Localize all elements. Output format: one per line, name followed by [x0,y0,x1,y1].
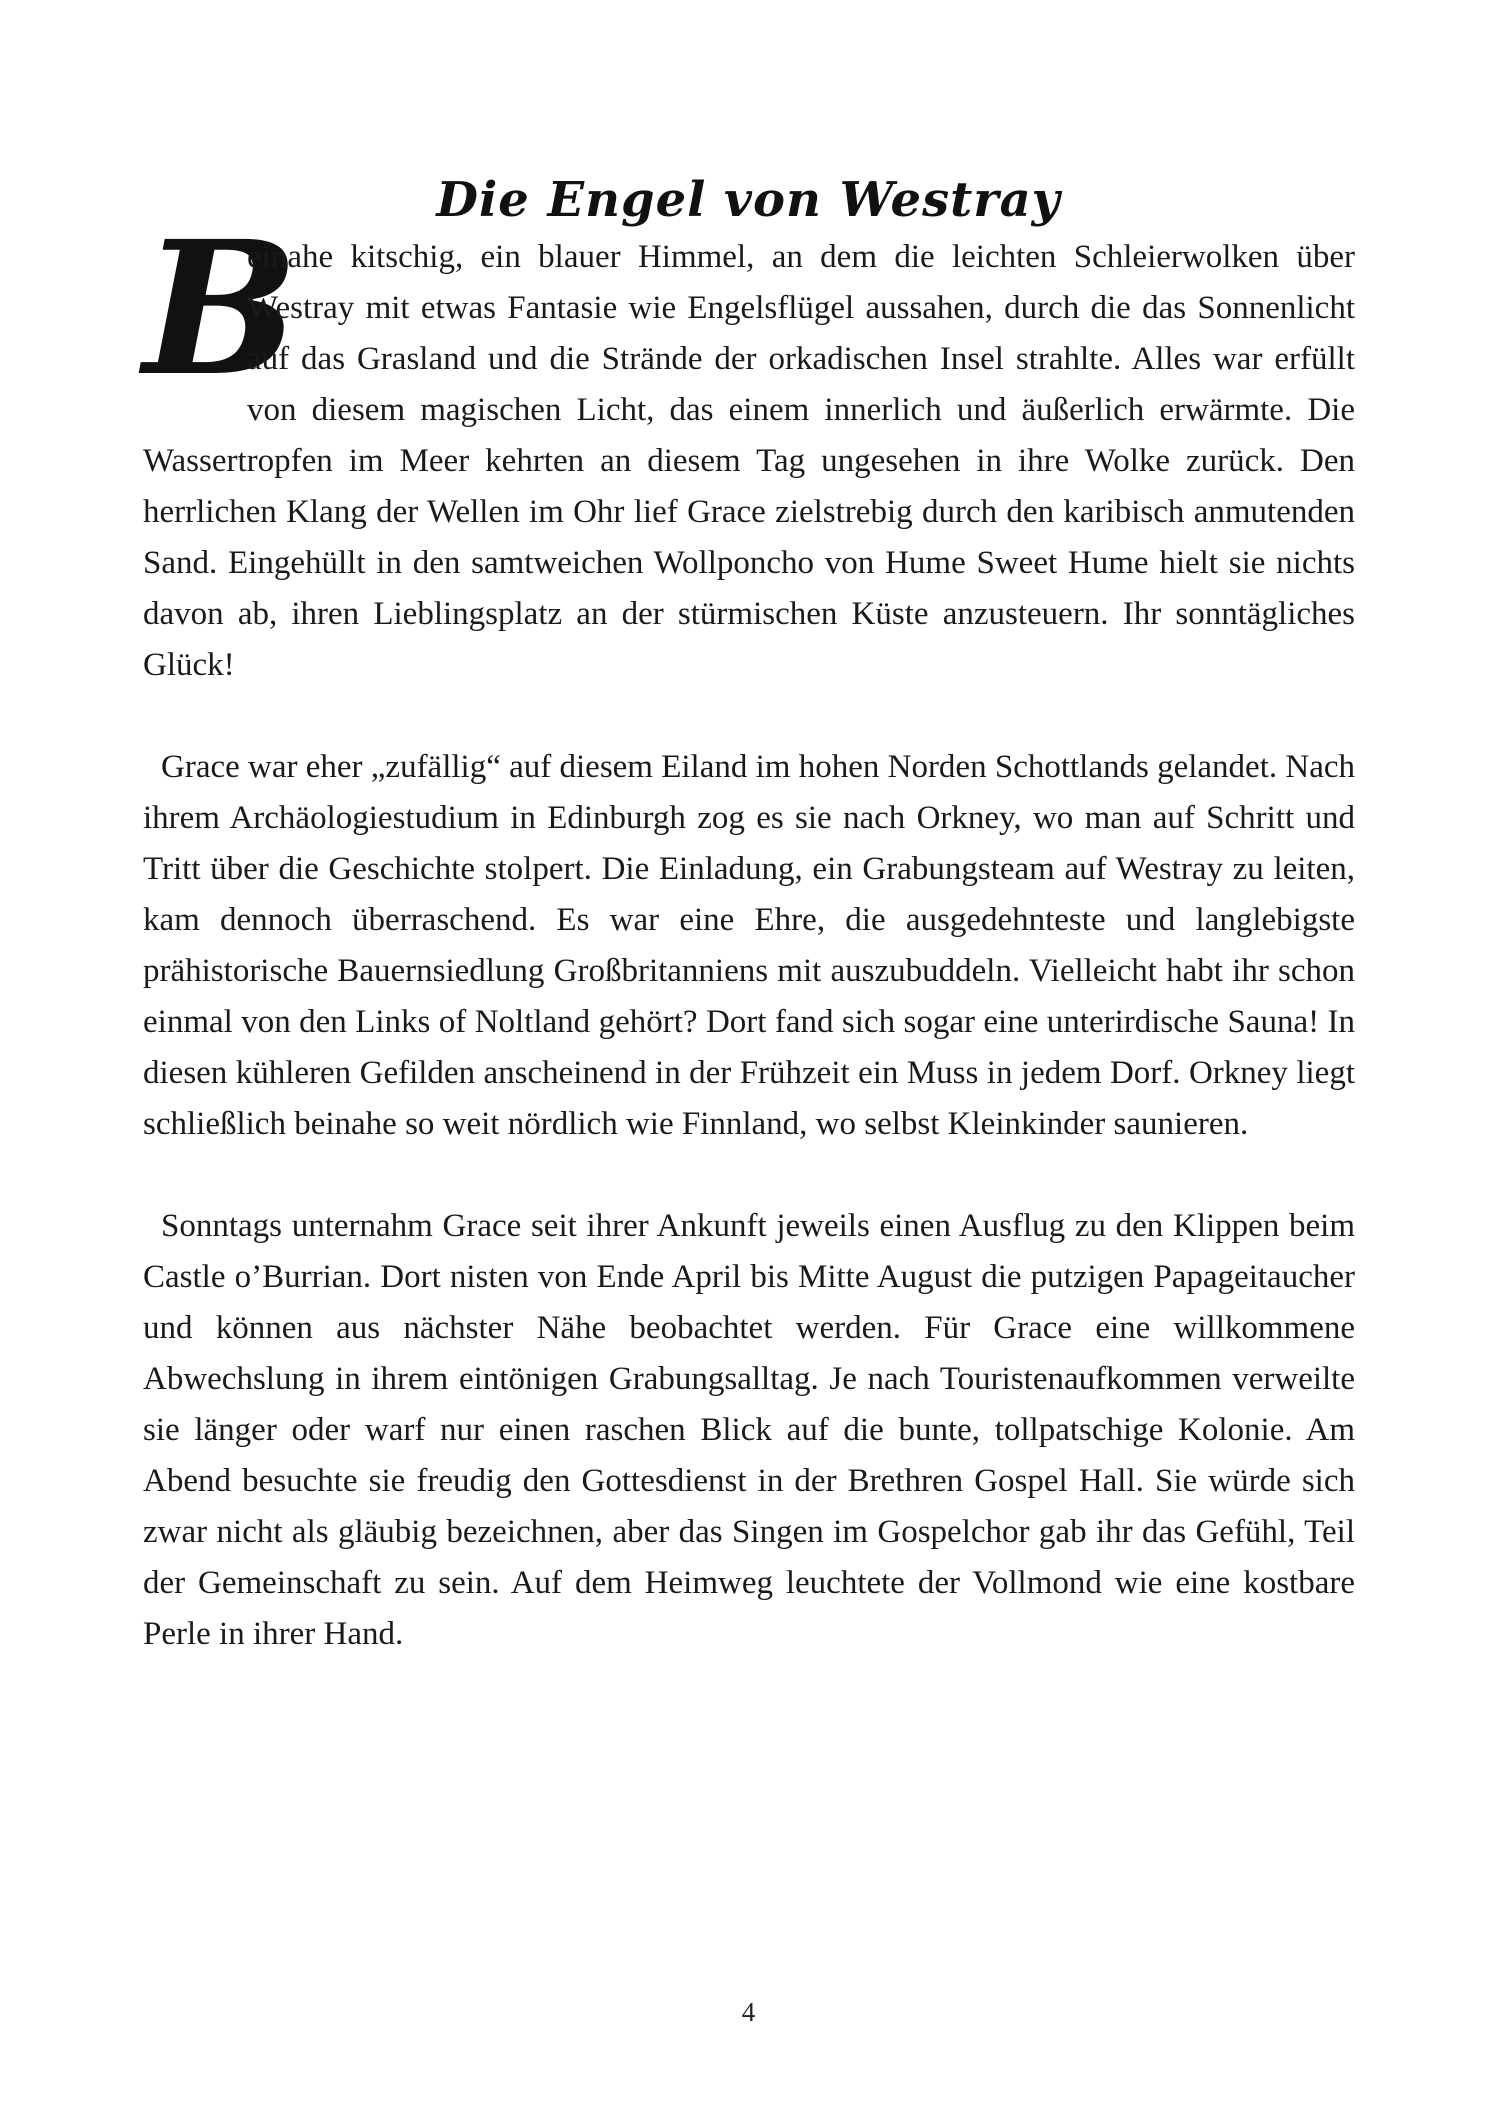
paragraph-2: Grace war eher „zufällig“ auf diesem Eiland im hohen Norden Schottlands gelandet. Nach ihrem Archäologiestudium in Edinburgh zog es sie nach Orkney, wo man auf Schritt und Tritt über die Geschichte stolpert. Die Einladung, ein Grabungsteam auf Westray zu leiten, kam dennoch überraschend. Es war eine Ehre, die ausgedehnteste und langlebigste prähistorische Bauernsiedlung Großbritanniens mit auszubuddeln. Vielleicht habt ihr schon einmal von den Links of Noltland gehört? Dort fand sich sogar eine unterirdische Sauna! In diesen kühleren Gefilden anscheinend in der Frühzeit ein Muss in jedem Dorf. Orkney liegt schließlich beinahe so weit nördlich wie Finnland, wo selbst Kleinkinder saunieren. [143,749,1355,1142]
paragraph-spacer [143,691,1355,742]
paragraph-3: Sonntags unternahm Grace seit ihrer Ankunft jeweils einen Ausflug zu den Klippen beim Castle o’Burrian. Dort nisten von Ende April bis Mitte August die putzigen Papageitaucher und können aus nächster Nähe beobachtet werden. Für Grace eine willkommene Abwechslung in ihrem eintönigen Grabungsalltag. Je nach Touristenaufkommen verweilte sie länger oder warf nur einen raschen Blick auf die bunte, tollpatschige Kolonie. Am Abend besuchte sie freudig den Gottesdienst in der Brethren Gospel Hall. Sie würde sich zwar nicht als gläubig bezeichnen, aber das Singen im Gospelchor gab ihr das Gefühl, Teil der Gemeinschaft zu sein. Auf dem Heimweg leuchtete der Vollmond wie eine kostbare Perle in ihrer Hand. [143,1208,1355,1652]
paragraph-1 [143,201,1355,691]
chapter-body [143,201,1355,1660]
page-number: 4 [741,1997,756,2027]
chapter-title: Die Engel von Westray [436,172,1061,229]
paragraph-1-text: einahe kitschig, ein blauer Himmel, an dem die leichten Schleierwolken über Westray mit etwas Fantasie wie Engelsflügel aussahen, durch die das Sonnenlicht auf das Grasland und die Strände der orkadischen Insel strahlte. Alles war erfüllt von diesem magischen Licht, das einem innerlich und äußerlich erwärmte. Die Wassertropfen im Meer kehrten an diesem Tag ungesehen in ihre Wolke zurück. Den herrlichen Klang der Wellen im Ohr lief Grace zielstrebig durch den karibisch anmutenden Sand. Eingehüllt in den samtweichen Wollponcho von Hume Sweet Hume hielt sie nichts davon ab, ihren Lieblingsplatz an der stürmischen Küste anzusteuern. Ihr sonntägliches Glück! [143,239,1355,683]
drop-cap: B [143,201,299,417]
paragraph-spacer [143,1150,1355,1201]
